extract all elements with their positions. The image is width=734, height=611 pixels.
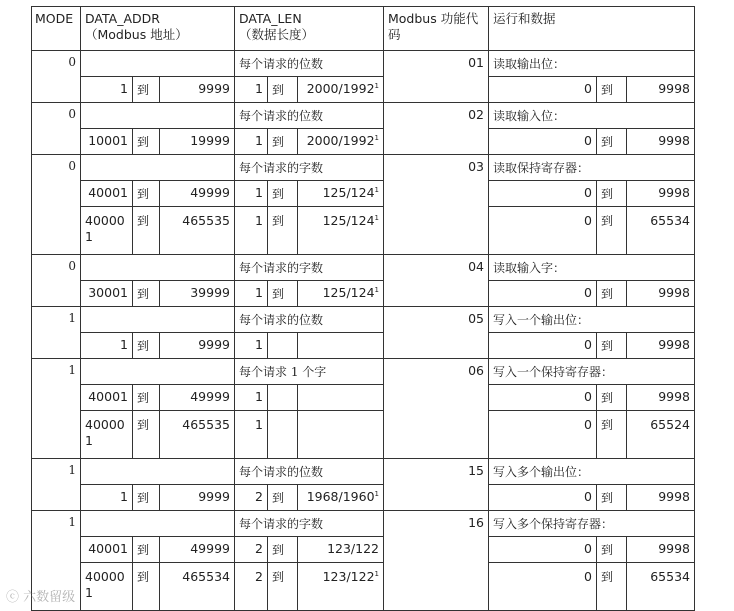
- operation-label: 写入一个保持寄存器：: [489, 359, 695, 385]
- len-to-word: 到: [268, 281, 298, 307]
- addr-label-empty: [81, 459, 235, 485]
- function-code: 06: [384, 359, 489, 459]
- addr-to-word: 到: [133, 281, 160, 307]
- operation-label: 读取输入位：: [489, 103, 695, 129]
- len-to-word: [268, 385, 298, 411]
- operation-label: 读取输出位：: [489, 51, 695, 77]
- op-max: 9998: [627, 77, 695, 103]
- addr-from: 40001: [81, 537, 133, 563]
- function-code: 05: [384, 307, 489, 359]
- addr-from: 400001: [81, 207, 133, 255]
- len-to-word: [268, 333, 298, 359]
- op-max: 9998: [627, 129, 695, 155]
- header-data-addr-sub: （Modbus 地址）: [85, 27, 188, 42]
- op-from: 0: [489, 563, 597, 611]
- table-row: [32, 129, 695, 155]
- len-max-value: 2000/1992: [306, 133, 375, 148]
- len-min: 2: [235, 485, 268, 511]
- footnote-marker: 1: [374, 569, 379, 578]
- mode-value: 1: [32, 359, 81, 459]
- addr-to: 9999: [160, 485, 235, 511]
- header-operation: 运行和数据: [489, 7, 695, 51]
- addr-label-empty: [81, 359, 235, 385]
- len-max: [298, 385, 384, 411]
- op-from: 0: [489, 485, 597, 511]
- footnote-marker: 1: [374, 489, 379, 498]
- addr-label-empty: [81, 511, 235, 537]
- op-max: 9998: [627, 537, 695, 563]
- block-label-row: [32, 51, 695, 77]
- len-min: 1: [235, 77, 268, 103]
- op-to-word: 到: [597, 129, 627, 155]
- len-label: 每个请求的位数: [235, 51, 384, 77]
- len-max: [298, 207, 384, 255]
- addr-from: 40001: [81, 181, 133, 207]
- footnote-marker: 1: [374, 185, 379, 194]
- operation-label: 写入多个输出位：: [489, 459, 695, 485]
- len-to-word: 到: [268, 537, 298, 563]
- len-min: 2: [235, 563, 268, 611]
- table-row: [32, 411, 695, 459]
- addr-to-word: 到: [133, 385, 160, 411]
- op-max: 65534: [627, 563, 695, 611]
- op-to-word: 到: [597, 207, 627, 255]
- len-max-value: 123/122: [327, 541, 379, 556]
- len-max-value: 125/124: [322, 285, 375, 300]
- header-data-len: [235, 7, 384, 51]
- len-label: 每个请求的字数: [235, 255, 384, 281]
- block-label-row: [32, 511, 695, 537]
- addr-label-empty: [81, 307, 235, 333]
- addr-label-empty: [81, 155, 235, 181]
- len-max: [298, 281, 384, 307]
- len-min: 1: [235, 411, 268, 459]
- op-max: 9998: [627, 333, 695, 359]
- op-from: 0: [489, 385, 597, 411]
- addr-to: 39999: [160, 281, 235, 307]
- len-to-word: 到: [268, 181, 298, 207]
- footnote-marker: 1: [374, 213, 379, 222]
- addr-to: 465535: [160, 411, 235, 459]
- addr-label-empty: [81, 51, 235, 77]
- addr-from: 10001: [81, 129, 133, 155]
- block-label-row: [32, 307, 695, 333]
- mode-value: 0: [32, 155, 81, 255]
- function-code: 04: [384, 255, 489, 307]
- op-max: 9998: [627, 385, 695, 411]
- addr-from: 400001: [81, 411, 133, 459]
- block-label-row: [32, 359, 695, 385]
- len-min: 1: [235, 385, 268, 411]
- len-max-value: 1968/1960: [306, 489, 375, 504]
- header-mode: MODE: [32, 7, 81, 51]
- len-label: 每个请求的字数: [235, 511, 384, 537]
- mode-value: 1: [32, 511, 81, 611]
- len-min: 1: [235, 207, 268, 255]
- len-to-word: 到: [268, 77, 298, 103]
- op-to-word: 到: [597, 181, 627, 207]
- len-to-word: 到: [268, 129, 298, 155]
- op-to-word: 到: [597, 77, 627, 103]
- len-to-word: 到: [268, 485, 298, 511]
- op-max: 9998: [627, 181, 695, 207]
- block-label-row: [32, 255, 695, 281]
- modbus-table: [31, 6, 695, 611]
- addr-to-word: 到: [133, 129, 160, 155]
- addr-to: 49999: [160, 537, 235, 563]
- header-data-addr-title: DATA_ADDR: [85, 11, 160, 26]
- header-data-len-title: DATA_LEN: [239, 11, 302, 26]
- len-to-word: 到: [268, 563, 298, 611]
- addr-label-empty: [81, 255, 235, 281]
- op-from: 0: [489, 207, 597, 255]
- op-max: 9998: [627, 485, 695, 511]
- len-max: [298, 537, 384, 563]
- table-row: [32, 281, 695, 307]
- footnote-marker: 1: [374, 81, 379, 90]
- footnote-marker: 1: [374, 133, 379, 142]
- block-label-row: [32, 459, 695, 485]
- table-row: [32, 385, 695, 411]
- op-from: 0: [489, 281, 597, 307]
- len-max: [298, 333, 384, 359]
- len-min: 2: [235, 537, 268, 563]
- footnote-marker: 1: [374, 285, 379, 294]
- len-max: [298, 181, 384, 207]
- function-code: 16: [384, 511, 489, 611]
- table-row: [32, 77, 695, 103]
- len-max-value: 125/124: [322, 185, 375, 200]
- op-from: 0: [489, 537, 597, 563]
- mode-value: 1: [32, 307, 81, 359]
- mode-value: 0: [32, 51, 81, 103]
- op-to-word: 到: [597, 563, 627, 611]
- table-row: [32, 181, 695, 207]
- addr-from: 400001: [81, 563, 133, 611]
- addr-to: 9999: [160, 333, 235, 359]
- addr-to-word: 到: [133, 77, 160, 103]
- op-max: 65524: [627, 411, 695, 459]
- len-max: [298, 77, 384, 103]
- mode-value: 0: [32, 255, 81, 307]
- watermark: ⓒ 六数留级: [6, 590, 76, 605]
- addr-to: 19999: [160, 129, 235, 155]
- table-row: [32, 207, 695, 255]
- addr-from: 1: [81, 485, 133, 511]
- table-row: [32, 537, 695, 563]
- len-min: 1: [235, 129, 268, 155]
- op-to-word: 到: [597, 333, 627, 359]
- operation-label: 读取保持寄存器：: [489, 155, 695, 181]
- addr-from: 40001: [81, 385, 133, 411]
- op-from: 0: [489, 77, 597, 103]
- addr-to: 9999: [160, 77, 235, 103]
- addr-to: 465535: [160, 207, 235, 255]
- addr-to-word: 到: [133, 411, 160, 459]
- len-max-value: 2000/1992: [306, 81, 375, 96]
- op-max: 9998: [627, 281, 695, 307]
- operation-label: 写入一个输出位：: [489, 307, 695, 333]
- addr-to-word: 到: [133, 207, 160, 255]
- len-max: [298, 129, 384, 155]
- len-min: 1: [235, 333, 268, 359]
- len-to-word: [268, 411, 298, 459]
- addr-from: 1: [81, 333, 133, 359]
- op-from: 0: [489, 181, 597, 207]
- header-row: [32, 7, 695, 51]
- function-code: 01: [384, 51, 489, 103]
- mode-value: 0: [32, 103, 81, 155]
- op-from: 0: [489, 129, 597, 155]
- addr-to-word: 到: [133, 485, 160, 511]
- addr-to: 465534: [160, 563, 235, 611]
- addr-to-word: 到: [133, 181, 160, 207]
- operation-label: 读取输入字：: [489, 255, 695, 281]
- table-row: [32, 333, 695, 359]
- table-row: [32, 563, 695, 611]
- addr-to: 49999: [160, 181, 235, 207]
- addr-to-word: 到: [133, 563, 160, 611]
- len-min: 1: [235, 181, 268, 207]
- addr-to: 49999: [160, 385, 235, 411]
- op-to-word: 到: [597, 281, 627, 307]
- function-code: 03: [384, 155, 489, 255]
- len-label: 每个请求的位数: [235, 307, 384, 333]
- len-to-word: 到: [268, 207, 298, 255]
- op-from: 0: [489, 333, 597, 359]
- block-label-row: [32, 103, 695, 129]
- len-label: 每个请求的位数: [235, 103, 384, 129]
- header-data-addr: [81, 7, 235, 51]
- op-to-word: 到: [597, 485, 627, 511]
- len-max: [298, 563, 384, 611]
- len-label: 每个请求的位数: [235, 459, 384, 485]
- len-label: 每个请求 1 个字: [235, 359, 384, 385]
- addr-from: 1: [81, 77, 133, 103]
- op-from: 0: [489, 411, 597, 459]
- op-max: 65534: [627, 207, 695, 255]
- function-code: 15: [384, 459, 489, 511]
- op-to-word: 到: [597, 385, 627, 411]
- len-max: [298, 411, 384, 459]
- mode-value: 1: [32, 459, 81, 511]
- len-max-value: 123/122: [322, 569, 375, 584]
- op-to-word: 到: [597, 411, 627, 459]
- addr-to-word: 到: [133, 333, 160, 359]
- len-max-value: 125/124: [322, 213, 375, 228]
- header-data-len-sub: （数据长度）: [239, 27, 315, 42]
- header-func-code: Modbus 功能代码: [384, 7, 489, 51]
- function-code: 02: [384, 103, 489, 155]
- addr-to-word: 到: [133, 537, 160, 563]
- block-label-row: [32, 155, 695, 181]
- len-max: [298, 485, 384, 511]
- op-to-word: 到: [597, 537, 627, 563]
- len-label: 每个请求的字数: [235, 155, 384, 181]
- operation-label: 写入多个保持寄存器：: [489, 511, 695, 537]
- addr-from: 30001: [81, 281, 133, 307]
- table-row: [32, 485, 695, 511]
- addr-label-empty: [81, 103, 235, 129]
- len-min: 1: [235, 281, 268, 307]
